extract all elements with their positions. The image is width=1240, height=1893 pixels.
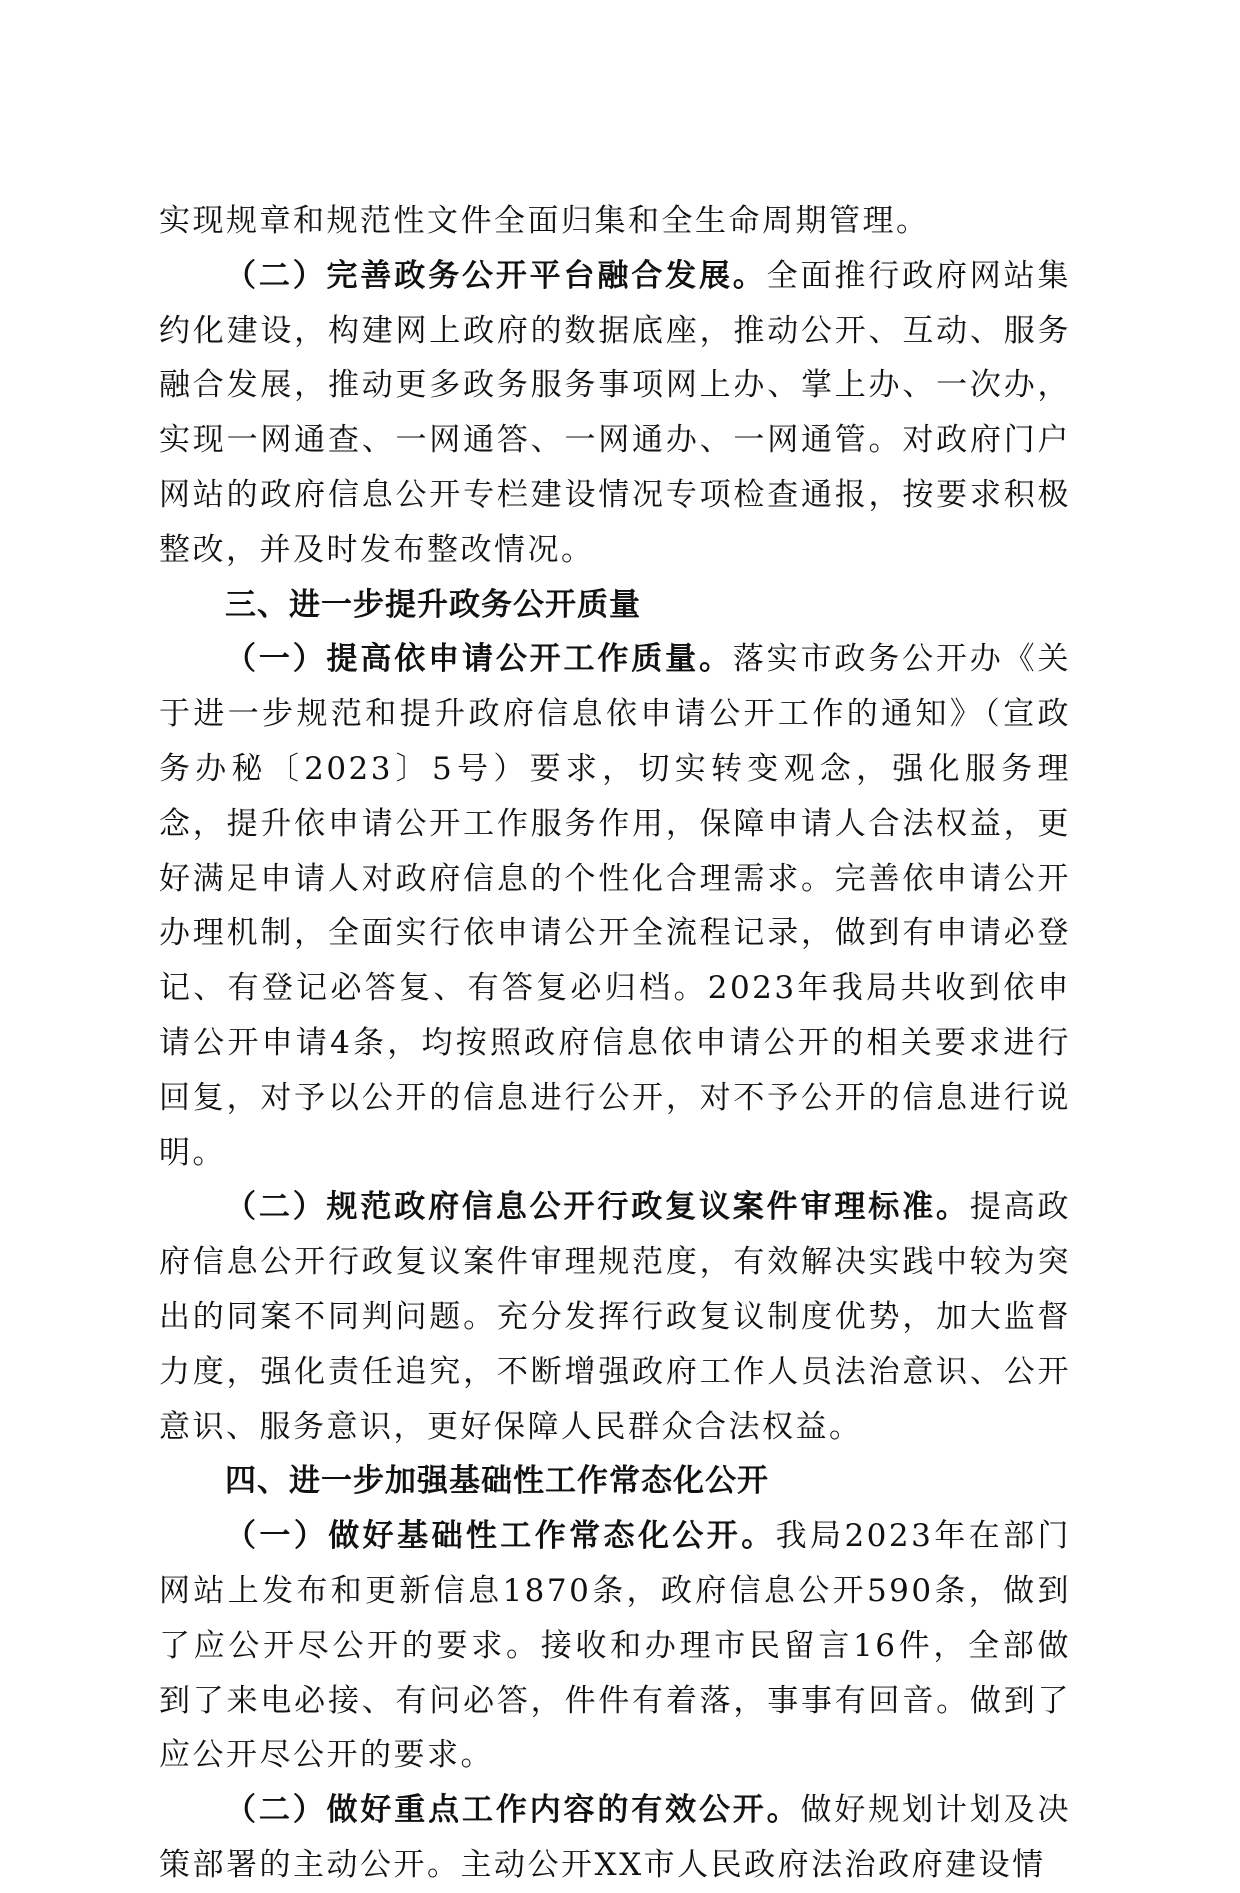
paragraph-routine-disclosure (159, 1509, 1071, 1783)
paragraph-text: 落实市政务公开办《关于进一步规范和提升政府信息依申请公开工作的通知》（宣政务办秘〔2023〕5号）要求，切实转变观念，强化服务理念，提升依申请公开工作服务作用，保障申请人合法权益，更好满足申请人对政府信息的个性化合理需求。完善依申请公开办理机制，全面实行依申请公开全流程记录，做到有申请必登记、有登记必答复、有答复必归档。2023年我局共收到依申请公开申请4条，均按照政府信息依申请公开的相关要求进行回复，对予以公开的信息进行公开，对不予公开的信息进行说明。 (159, 641, 1071, 1171)
paragraph-lead: （一）做好基础性工作常态化公开。 (225, 1518, 776, 1555)
paragraph-text: 提高政府信息公开行政复议案件审理规范度，有效解决实践中较为突出的同案不同判问题。充分发挥行政复议制度优势，加大监督力度，强化责任追究，不断增强政府工作人员法治意识、公开意识、服务意识，更好保障人民群众合法权益。 (159, 1189, 1072, 1445)
paragraph-text: 做好规划计划及决策部署的主动公开。主动公开XX市人民政府法治政府建设情 (159, 1792, 1072, 1883)
paragraph-key-work-disclosure (159, 1783, 1071, 1893)
paragraph-text: 实现规章和规范性文件全面归集和全生命周期管理。 (159, 203, 930, 239)
paragraph-application-disclosure (159, 632, 1071, 1180)
paragraph-platform-integration (159, 249, 1071, 578)
document-body (159, 194, 1071, 1893)
paragraph-administrative-review (159, 1180, 1071, 1454)
paragraph-lead: （一）提高依申请公开工作质量。 (225, 641, 733, 678)
paragraph-continuation (159, 194, 1071, 249)
paragraph-lead: （二）规范政府信息公开行政复议案件审理标准。 (225, 1189, 970, 1226)
paragraph-text: 我局2023年在部门网站上发布和更新信息1870条，政府信息公开590条，做到了应公开尽公开的要求。接收和办理市民留言16件，全部做到了来电必接、有问必答，件件有着落，事事有回音。做到了应公开尽公开的要求。 (159, 1518, 1071, 1774)
paragraph-lead: （二）做好重点工作内容的有效公开。 (225, 1792, 801, 1829)
paragraph-text: 全面推行政府网站集约化建设，构建网上政府的数据底座，推动公开、互动、服务融合发展，推动更多政务服务事项网上办、掌上办、一次办，实现一网通查、一网通答、一网通办、一网通管。对政府门户网站的政府信息公开专栏建设情况专项检查通报，按要求积极整改，并及时发布整改情况。 (159, 257, 1072, 568)
section-heading-3: 三、进一步提升政务公开质量 (225, 586, 641, 623)
paragraph-lead: （二）完善政务公开平台融合发展。 (225, 257, 767, 294)
section-heading-4: 四、进一步加强基础性工作常态化公开 (225, 1463, 769, 1500)
